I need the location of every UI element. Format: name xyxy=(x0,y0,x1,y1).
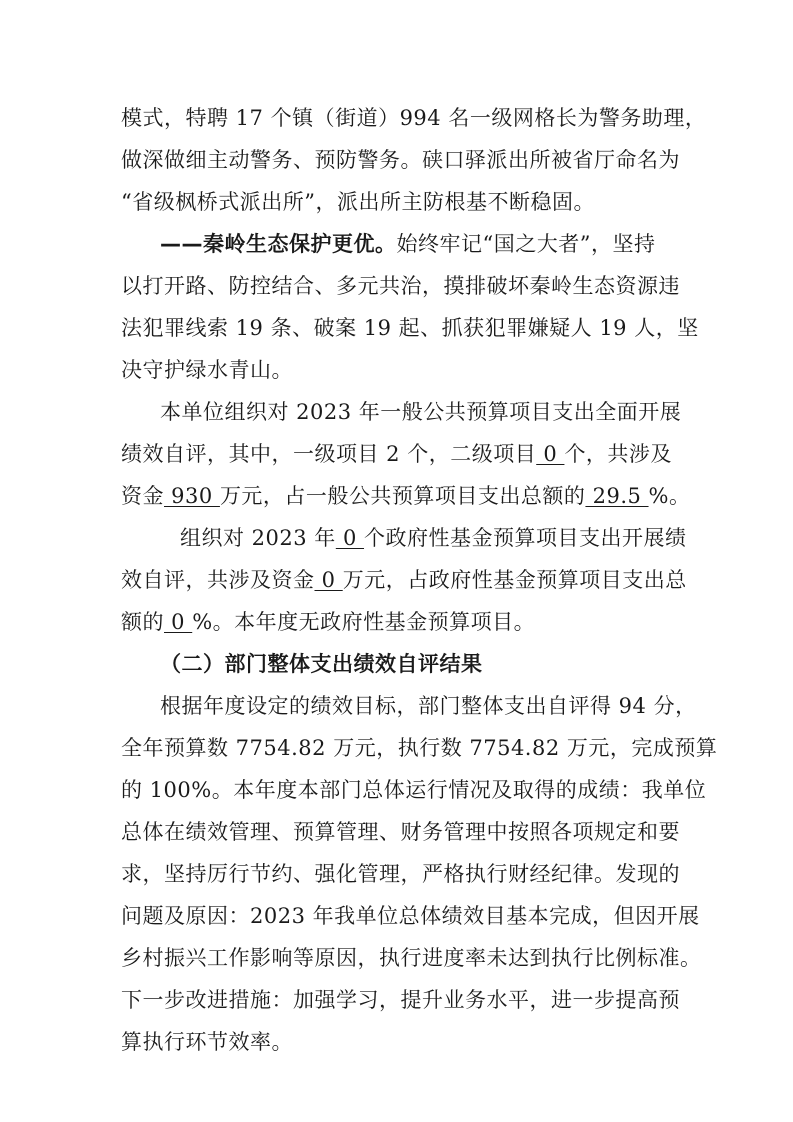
paragraph-4-line-2-text-a: 效自评，共涉及资金 xyxy=(121,568,315,592)
fund-percentage: 29.5 xyxy=(585,484,649,508)
paragraph-3-line-3 xyxy=(121,482,691,510)
paragraph-4-line-1 xyxy=(180,524,687,552)
paragraph-3-line-2-text-a: 绩效自评，其中，一级项目 2 个，二级项目 xyxy=(121,442,537,466)
paragraph-4-line-2-text-b: 万元，占政府性基金预算项目支出总 xyxy=(342,568,687,592)
paragraph-3-line-3-text-a: 资金 xyxy=(121,484,164,508)
gov-fund-percentage: 0 xyxy=(164,610,193,634)
paragraph-5-line-5: 求，坚持厉行节约、强化管理，严格执行财经纪律。发现的 xyxy=(121,862,680,886)
paragraph-5-line-7: 乡村振兴工作影响等原因，执行进度率未达到执行比例标准。 xyxy=(121,946,702,970)
paragraph-3-line-2 xyxy=(121,440,672,468)
paragraph-1-line-3: “省级枫桥式派出所”，派出所主防根基不断稳固。 xyxy=(121,190,595,214)
paragraph-2-line-2: 以打开路、防控结合、多元共治，摸排破坏秦岭生态资源违 xyxy=(121,274,680,298)
paragraph-2-line-1 xyxy=(160,230,655,258)
paragraph-1-line-2: 做深做细主动警务、预防警务。硖口驿派出所被省厅命名为 xyxy=(121,148,680,172)
fund-amount: 930 xyxy=(164,484,220,508)
paragraph-4-line-1-text-b: 个政府性基金预算项目支出开展绩 xyxy=(364,526,687,550)
paragraph-2-line-1-text: 始终牢记“国之大者”，坚持 xyxy=(396,232,656,256)
paragraph-4-line-1-text-a: 组织对 2023 年 xyxy=(180,526,336,550)
paragraph-5-line-3: 的 100%。本年度本部门总体运行情况及取得的成绩：我单位 xyxy=(121,778,707,802)
paragraph-4-line-3-text-a: 额的 xyxy=(121,610,164,634)
paragraph-5-line-8: 下一步改进措施：加强学习，提升业务水平，进一步提高预 xyxy=(121,988,680,1012)
paragraph-4-line-2 xyxy=(121,566,687,594)
paragraph-4-line-3-text-b: %。本年度无政府性基金预算项目。 xyxy=(192,610,536,634)
gov-fund-amount: 0 xyxy=(314,568,343,592)
paragraph-5-line-4: 总体在绩效管理、预算管理、财务管理中按照各项规定和要 xyxy=(121,820,680,844)
paragraph-3-line-2-text-b: 个，共涉及 xyxy=(564,442,672,466)
paragraph-3-line-1: 本单位组织对 2023 年一般公共预算项目支出全面开展 xyxy=(160,400,682,424)
paragraph-3-line-3-text-b: 万元，占一般公共预算项目支出总额的 xyxy=(219,484,586,508)
paragraph-5-line-1: 根据年度设定的绩效目标，部门整体支出自评得 94 分， xyxy=(160,694,697,718)
paragraph-1-line-1: 模式，特聘 17 个镇（街道）994 名一级网格长为警务助理， xyxy=(121,106,707,130)
paragraph-3-line-3-text-c: %。 xyxy=(648,484,691,508)
paragraph-2-line-4: 决守护绿水青山。 xyxy=(121,358,293,382)
gov-fund-project-count: 0 xyxy=(335,526,365,550)
section-heading: （二）部门整体支出绩效自评结果 xyxy=(160,652,483,676)
paragraph-5-line-9: 算执行环节效率。 xyxy=(121,1030,293,1054)
secondary-project-count: 0 xyxy=(536,442,565,466)
paragraph-2-line-3: 法犯罪线索 19 条、破案 19 起、抓获犯罪嫌疑人 19 人，坚 xyxy=(121,316,699,340)
paragraph-5-line-6: 问题及原因：2023 年我单位总体绩效目基本完成，但因开展 xyxy=(121,904,700,928)
qinling-heading: ——秦岭生态保护更优。 xyxy=(160,232,397,256)
paragraph-5-line-2: 全年预算数 7754.82 万元，执行数 7754.82 万元，完成预算 xyxy=(121,736,718,760)
paragraph-4-line-3 xyxy=(121,608,535,636)
